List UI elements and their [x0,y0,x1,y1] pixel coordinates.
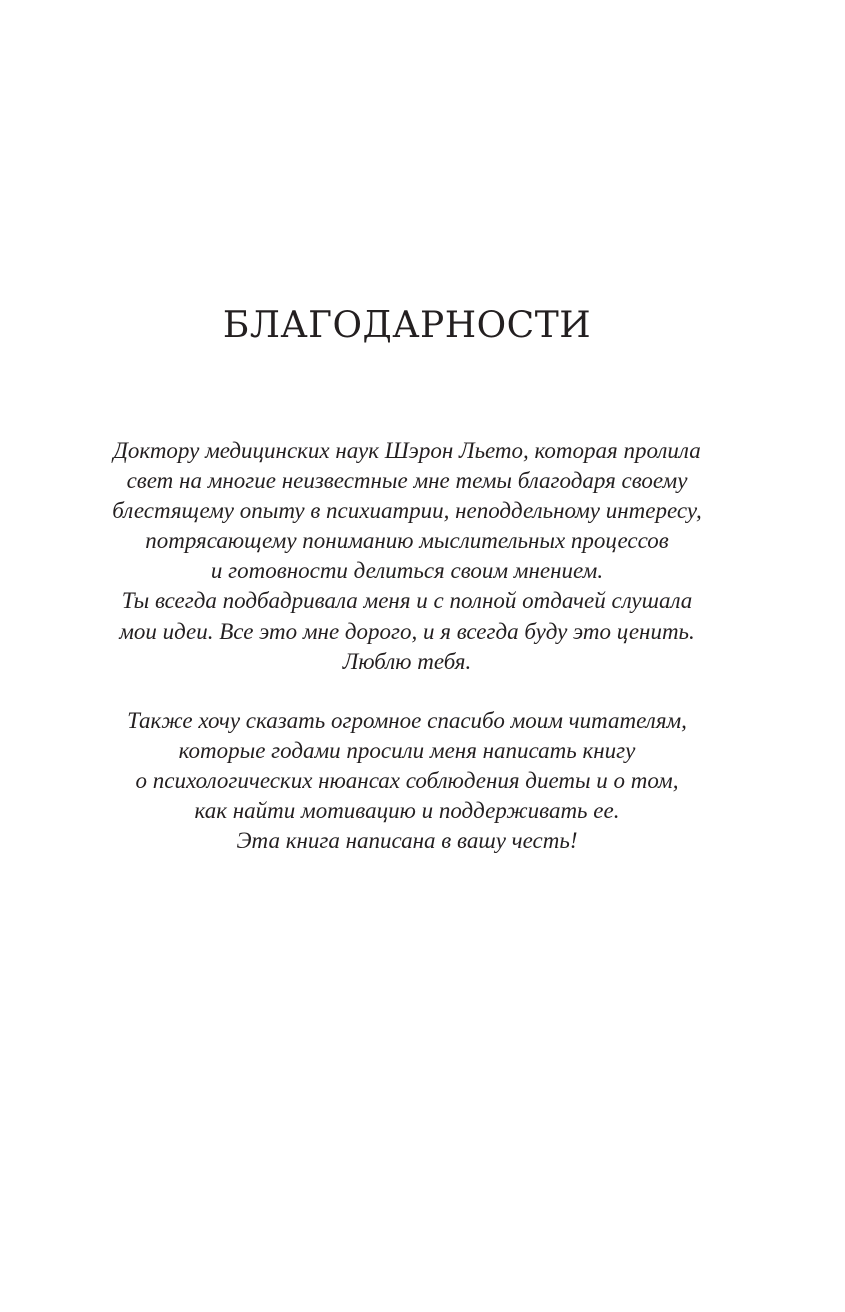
paragraph-line: Доктору медицинских наук Шэрон Льето, которая пролила [113,438,701,463]
paragraph-line: и готовности делиться своим мнением. [210,558,604,584]
paragraph-line: Ты всегда подбадривала меня и с полной отдачей слушала [121,588,693,614]
paragraph-line: свет на многие неизвестные мне темы благодаря своему [126,468,688,494]
readers-thanks-paragraph [40,706,774,856]
paragraph-line: Эта книга написана в вашу честь! [236,828,578,854]
paragraph-line: как найти мотивацию и поддерживать ее. [194,798,620,824]
page-heading: БЛАГОДАРНОСТИ [222,305,592,346]
paragraph-line: Люблю тебя. [342,648,472,674]
dedication-paragraph [40,436,774,677]
paragraph-line: Также хочу сказать огромное спасибо моим читателям, [127,708,687,733]
paragraph-line: мои идеи. Все это мне дорого, и я всегда буду это ценить. [119,618,695,644]
paragraph-line: которые годами просили меня написать книгу [178,738,636,764]
paragraph-line: потрясающему пониманию мыслительных процессов [145,528,669,554]
paragraph-line: блестящему опыту в психиатрии, неподдельному интересу, [112,498,702,524]
paragraph-line: о психологических нюансах соблюдения диеты и о том, [135,768,679,794]
